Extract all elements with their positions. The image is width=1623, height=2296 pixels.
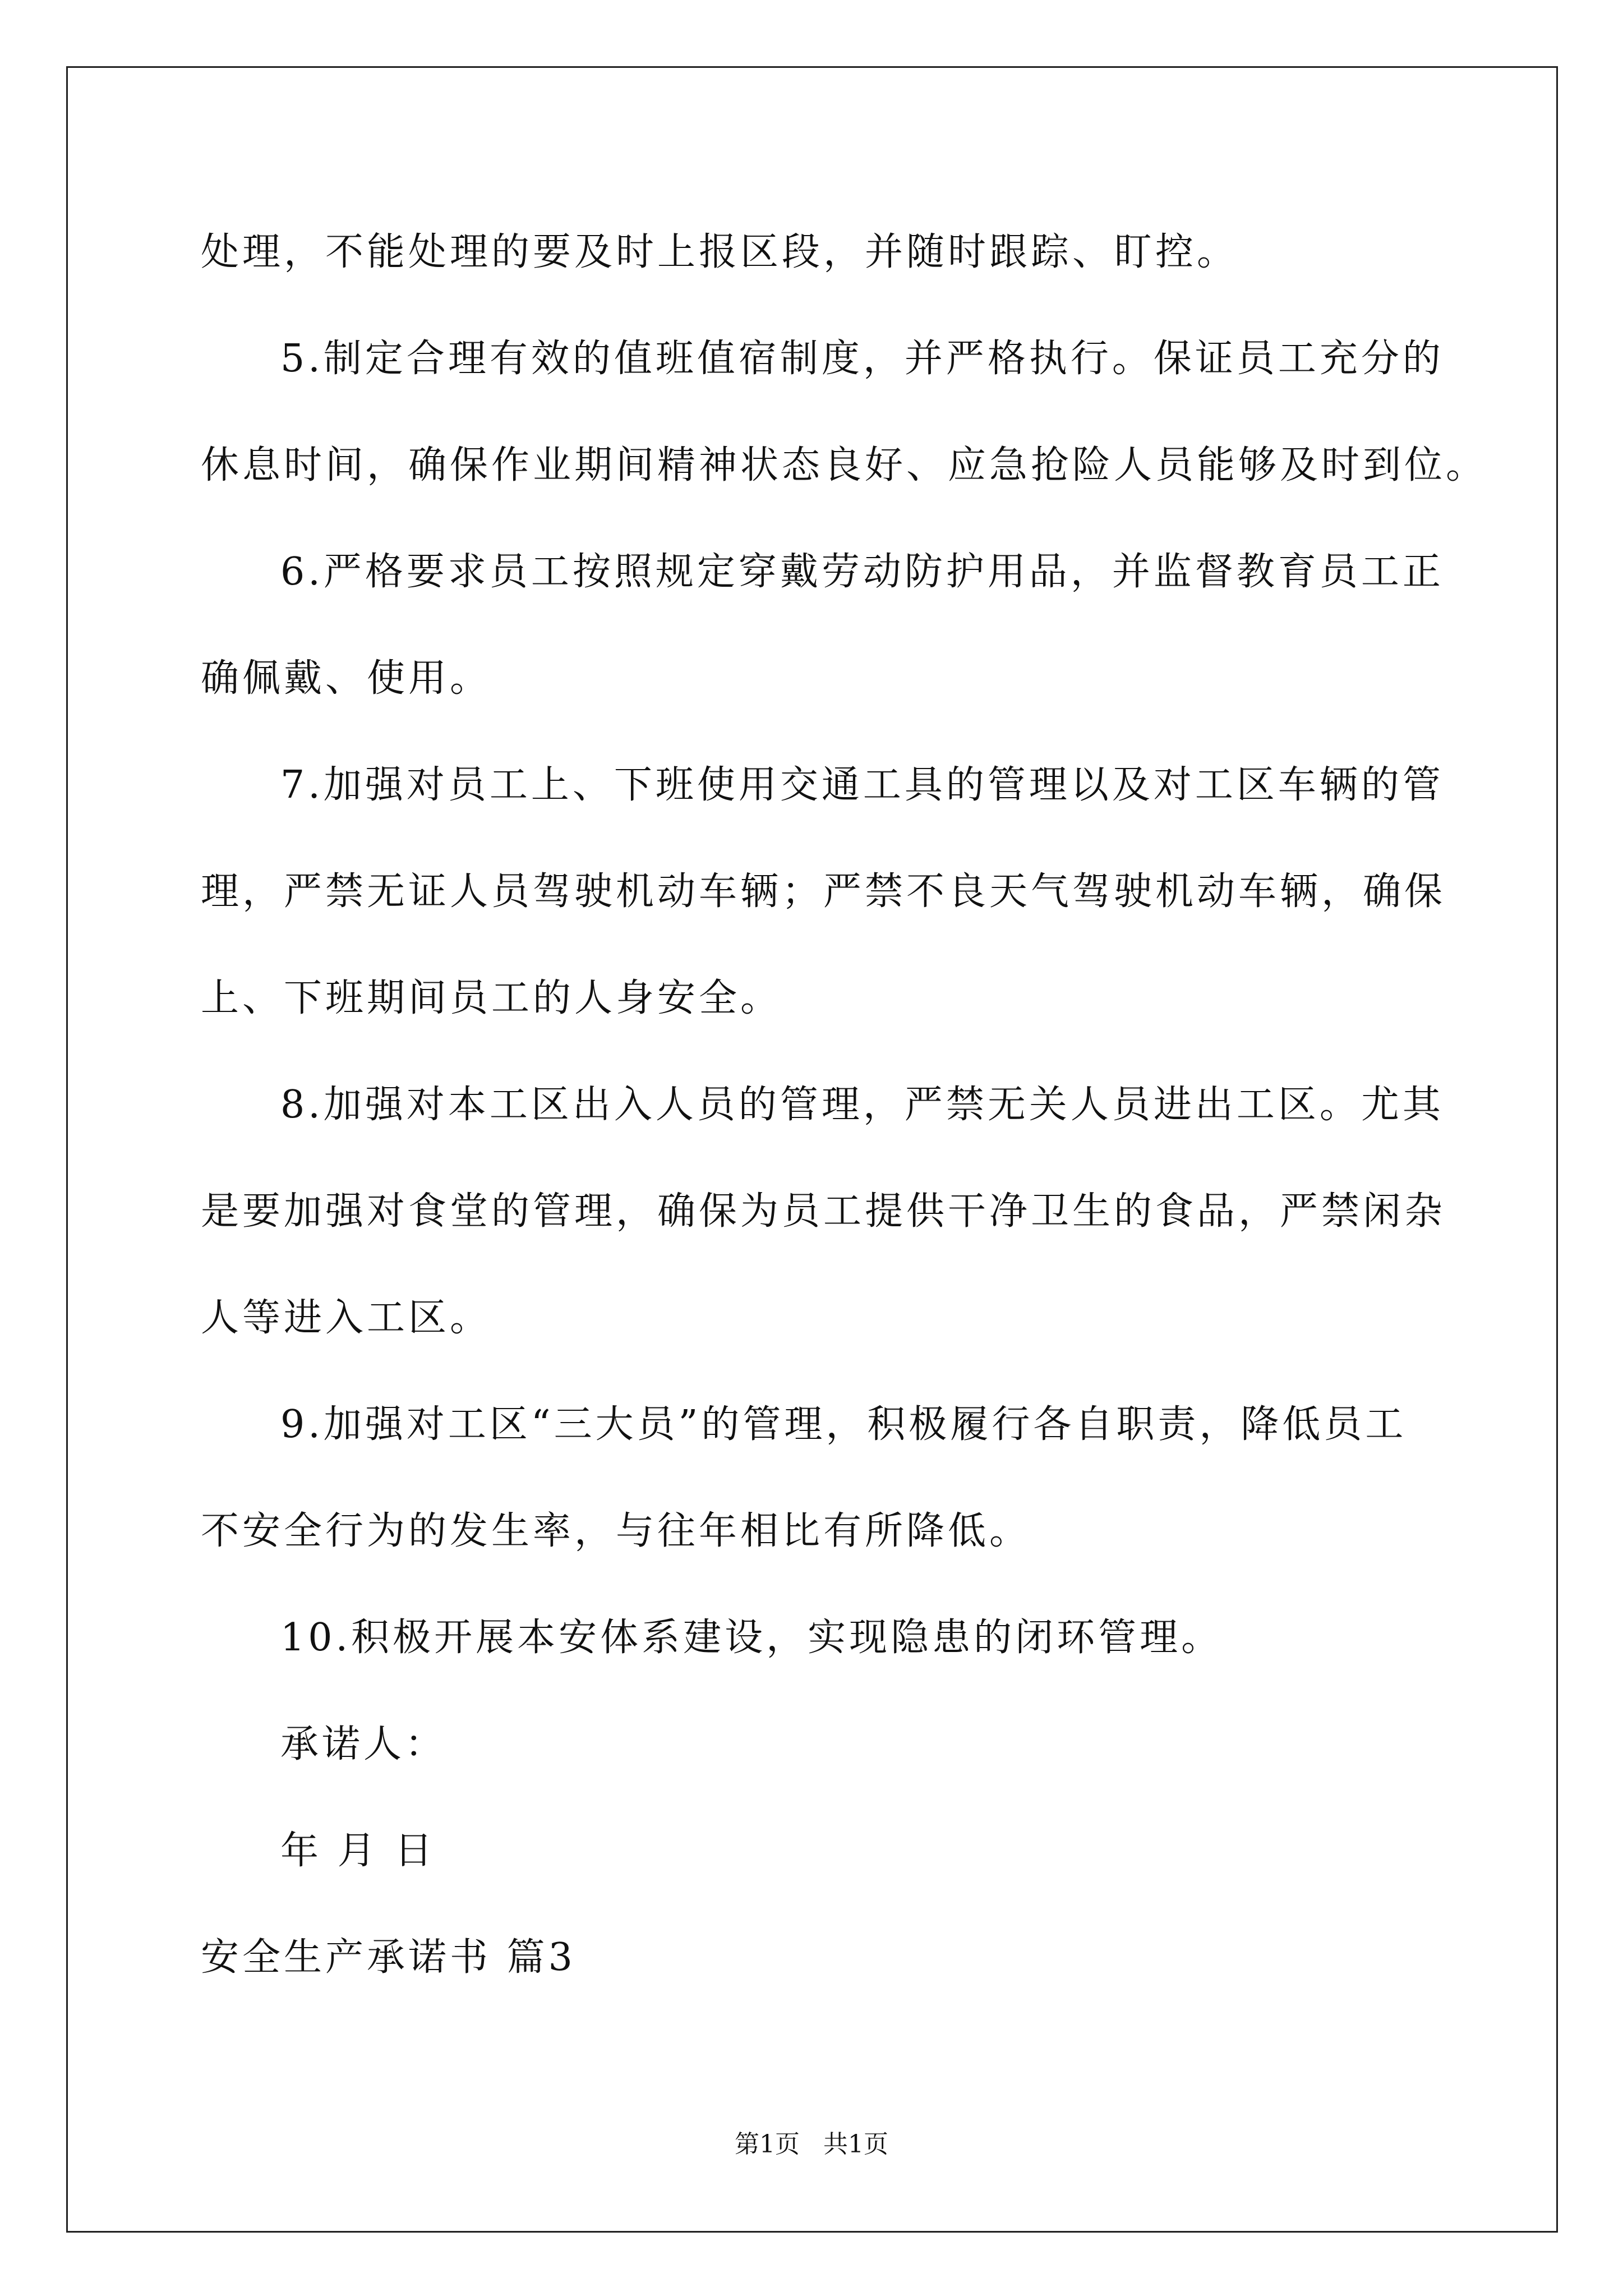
text-line-1: 处理，不能处理的要及时上报区段，并随时跟踪、盯控。 <box>201 230 1239 274</box>
item-7-line-3: 上、下班期间员工的人身安全。 <box>201 976 782 1020</box>
item-5-line-1: 5.制定合理有效的值班值宿制度，并严格执行。保证员工充分的 <box>280 337 1444 381</box>
item-8-line-1: 8.加强对本工区出入人员的管理，严禁无关人员进出工区。尤其 <box>280 1083 1444 1127</box>
section-heading: 安全生产承诺书 篇3 <box>201 1935 576 1980</box>
item-8-line-2: 是要加强对食堂的管理，确保为员工提供干净卫生的食品，严禁闲杂 <box>201 1189 1446 1234</box>
item-10-line-1: 10.积极开展本安体系建设，实现隐患的闭环管理。 <box>280 1616 1223 1660</box>
item-7-line-2: 理，严禁无证人员驾驶机动车辆；严禁不良天气驾驶机动车辆，确保 <box>201 869 1446 914</box>
page-footer: 第1页 共1页 <box>735 2130 888 2159</box>
item-5-line-2: 休息时间，确保作业期间精神状态良好、应急抢险人员能够及时到位。 <box>201 443 1488 487</box>
date-line: 年 月 日 <box>280 1829 436 1873</box>
item-6-line-1: 6.严格要求员工按照规定穿戴劳动防护用品，并监督教育员工正 <box>280 550 1444 594</box>
item-9-line-2: 不安全行为的发生率，与往年相比有所降低。 <box>201 1509 1031 1553</box>
item-7-line-1: 7.加强对员工上、下班使用交通工具的管理以及对工区车辆的管 <box>280 763 1444 807</box>
item-9-line-1: 9.加强对工区“三大员”的管理，积极履行各自职责，降低员工 <box>280 1402 1407 1447</box>
item-8-line-3: 人等进入工区。 <box>201 1296 492 1340</box>
item-6-line-2: 确佩戴、使用。 <box>201 656 492 701</box>
page-border <box>66 66 1558 2233</box>
promisor-label: 承诺人： <box>280 1722 447 1766</box>
